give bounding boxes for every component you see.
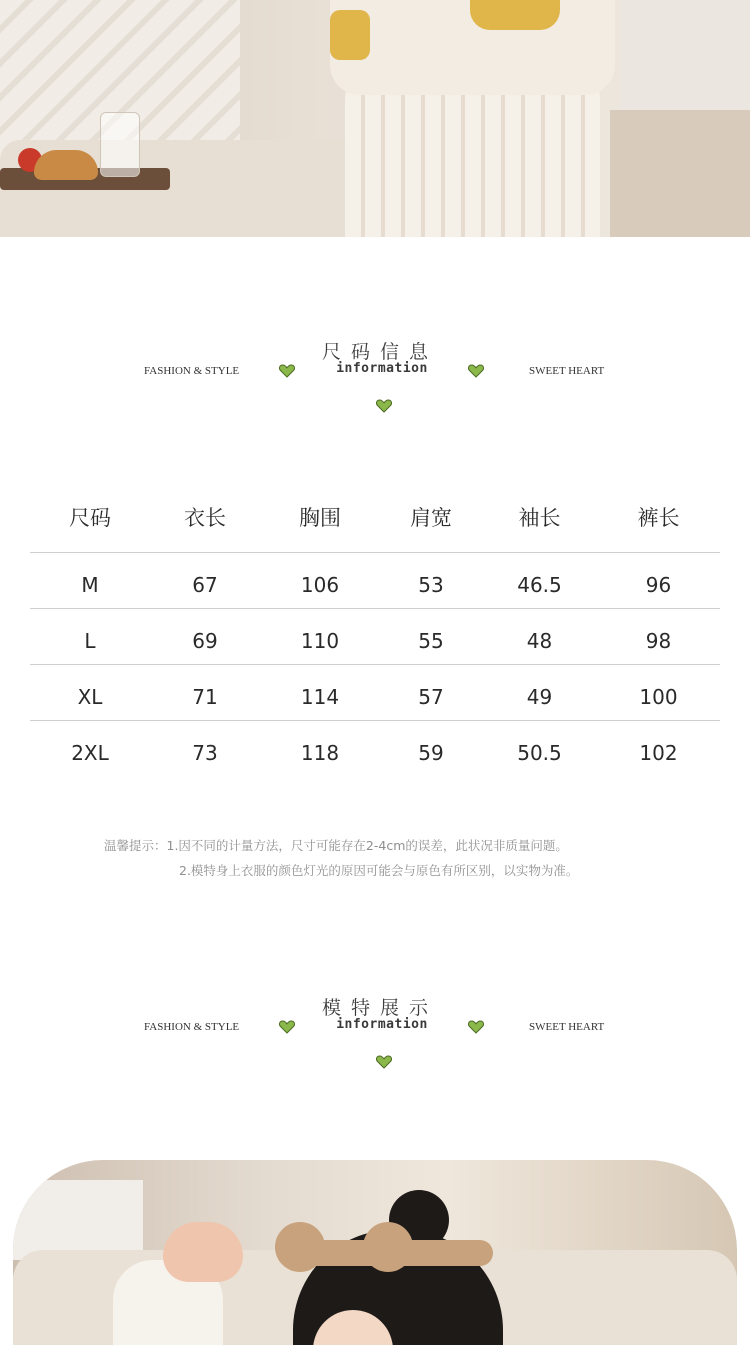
table-row: [30, 665, 720, 721]
table-header-cell: 尺码: [69, 506, 111, 530]
model-section-header: [0, 993, 750, 1083]
table-cell: 59: [418, 741, 444, 765]
subtitle-left: FASHION & STYLE: [144, 1021, 240, 1033]
table-header-cell: 胸围: [299, 506, 341, 530]
table-header-cell: 肩宽: [410, 506, 452, 530]
table-cell: 57: [418, 685, 444, 709]
table-cell: 114: [300, 685, 340, 709]
photo-embroidery-patch: [330, 10, 370, 60]
table-cell: 73: [192, 741, 218, 765]
heart-icon: [468, 364, 484, 378]
table-cell: 53: [418, 573, 444, 597]
photo-embroidery-patch: [470, 0, 560, 30]
subtitle-left: FASHION & STYLE: [144, 365, 240, 377]
heart-icon: [468, 1020, 484, 1034]
table-cell: 96: [645, 573, 672, 597]
section-title-en: information: [336, 1017, 428, 1032]
note-line: 2.模特身上衣服的颜色灯光的原因可能会与原色有所区别，以实物为准。: [179, 863, 579, 878]
heart-icon: [376, 1055, 392, 1069]
table-row: [30, 721, 720, 777]
table-cell: 106: [300, 573, 340, 597]
table-header-cell: 衣长: [184, 506, 226, 530]
table-cell: 118: [300, 741, 340, 765]
table-header-cell: 裤长: [637, 506, 680, 530]
section-title-en: information: [336, 361, 428, 376]
section-title-cn: 模特展示: [321, 997, 438, 1019]
photo-glass: [100, 112, 140, 177]
table-cell: 71: [192, 685, 218, 709]
table-cell: XL: [77, 685, 103, 709]
photo-shelf: [13, 1180, 143, 1260]
table-row: [30, 609, 720, 665]
table-header-row: [30, 495, 720, 553]
table-cell: 98: [645, 629, 672, 653]
photo-headband: [303, 1240, 493, 1266]
photo-bread: [34, 150, 98, 180]
size-notes: [104, 833, 724, 883]
model-photo: [13, 1160, 737, 1345]
table-cell: 67: [192, 573, 218, 597]
table-cell: 2XL: [71, 741, 109, 765]
photo-floor: [610, 110, 750, 237]
subtitle-right: SWEET HEART: [529, 1021, 605, 1033]
size-table: [30, 495, 720, 777]
photo-wall: [620, 0, 750, 110]
table-cell: 69: [192, 629, 218, 653]
table-cell: 55: [418, 629, 444, 653]
subtitle-right: SWEET HEART: [529, 365, 605, 377]
top-product-photo: [0, 0, 750, 237]
table-header-cell: 袖长: [518, 506, 561, 530]
table-cell: M: [81, 573, 99, 597]
heart-icon: [376, 399, 392, 413]
table-cell: L: [84, 629, 96, 653]
size-section-header: [0, 337, 750, 427]
table-cell: 110: [300, 629, 340, 653]
table-cell: 50.5: [517, 741, 562, 765]
table-cell: 49: [526, 685, 553, 709]
table-cell: 102: [639, 741, 678, 765]
table-row: [30, 553, 720, 609]
table-cell: 100: [639, 685, 678, 709]
table-cell: 46.5: [517, 573, 562, 597]
table-cell: 48: [526, 629, 553, 653]
section-title-cn: 尺码信息: [321, 341, 438, 363]
note-line: 温馨提示：1.因不同的计量方法，尺寸可能存在2-4cm的误差，此状况非质量问题。: [104, 838, 568, 853]
photo-hand: [163, 1222, 243, 1282]
